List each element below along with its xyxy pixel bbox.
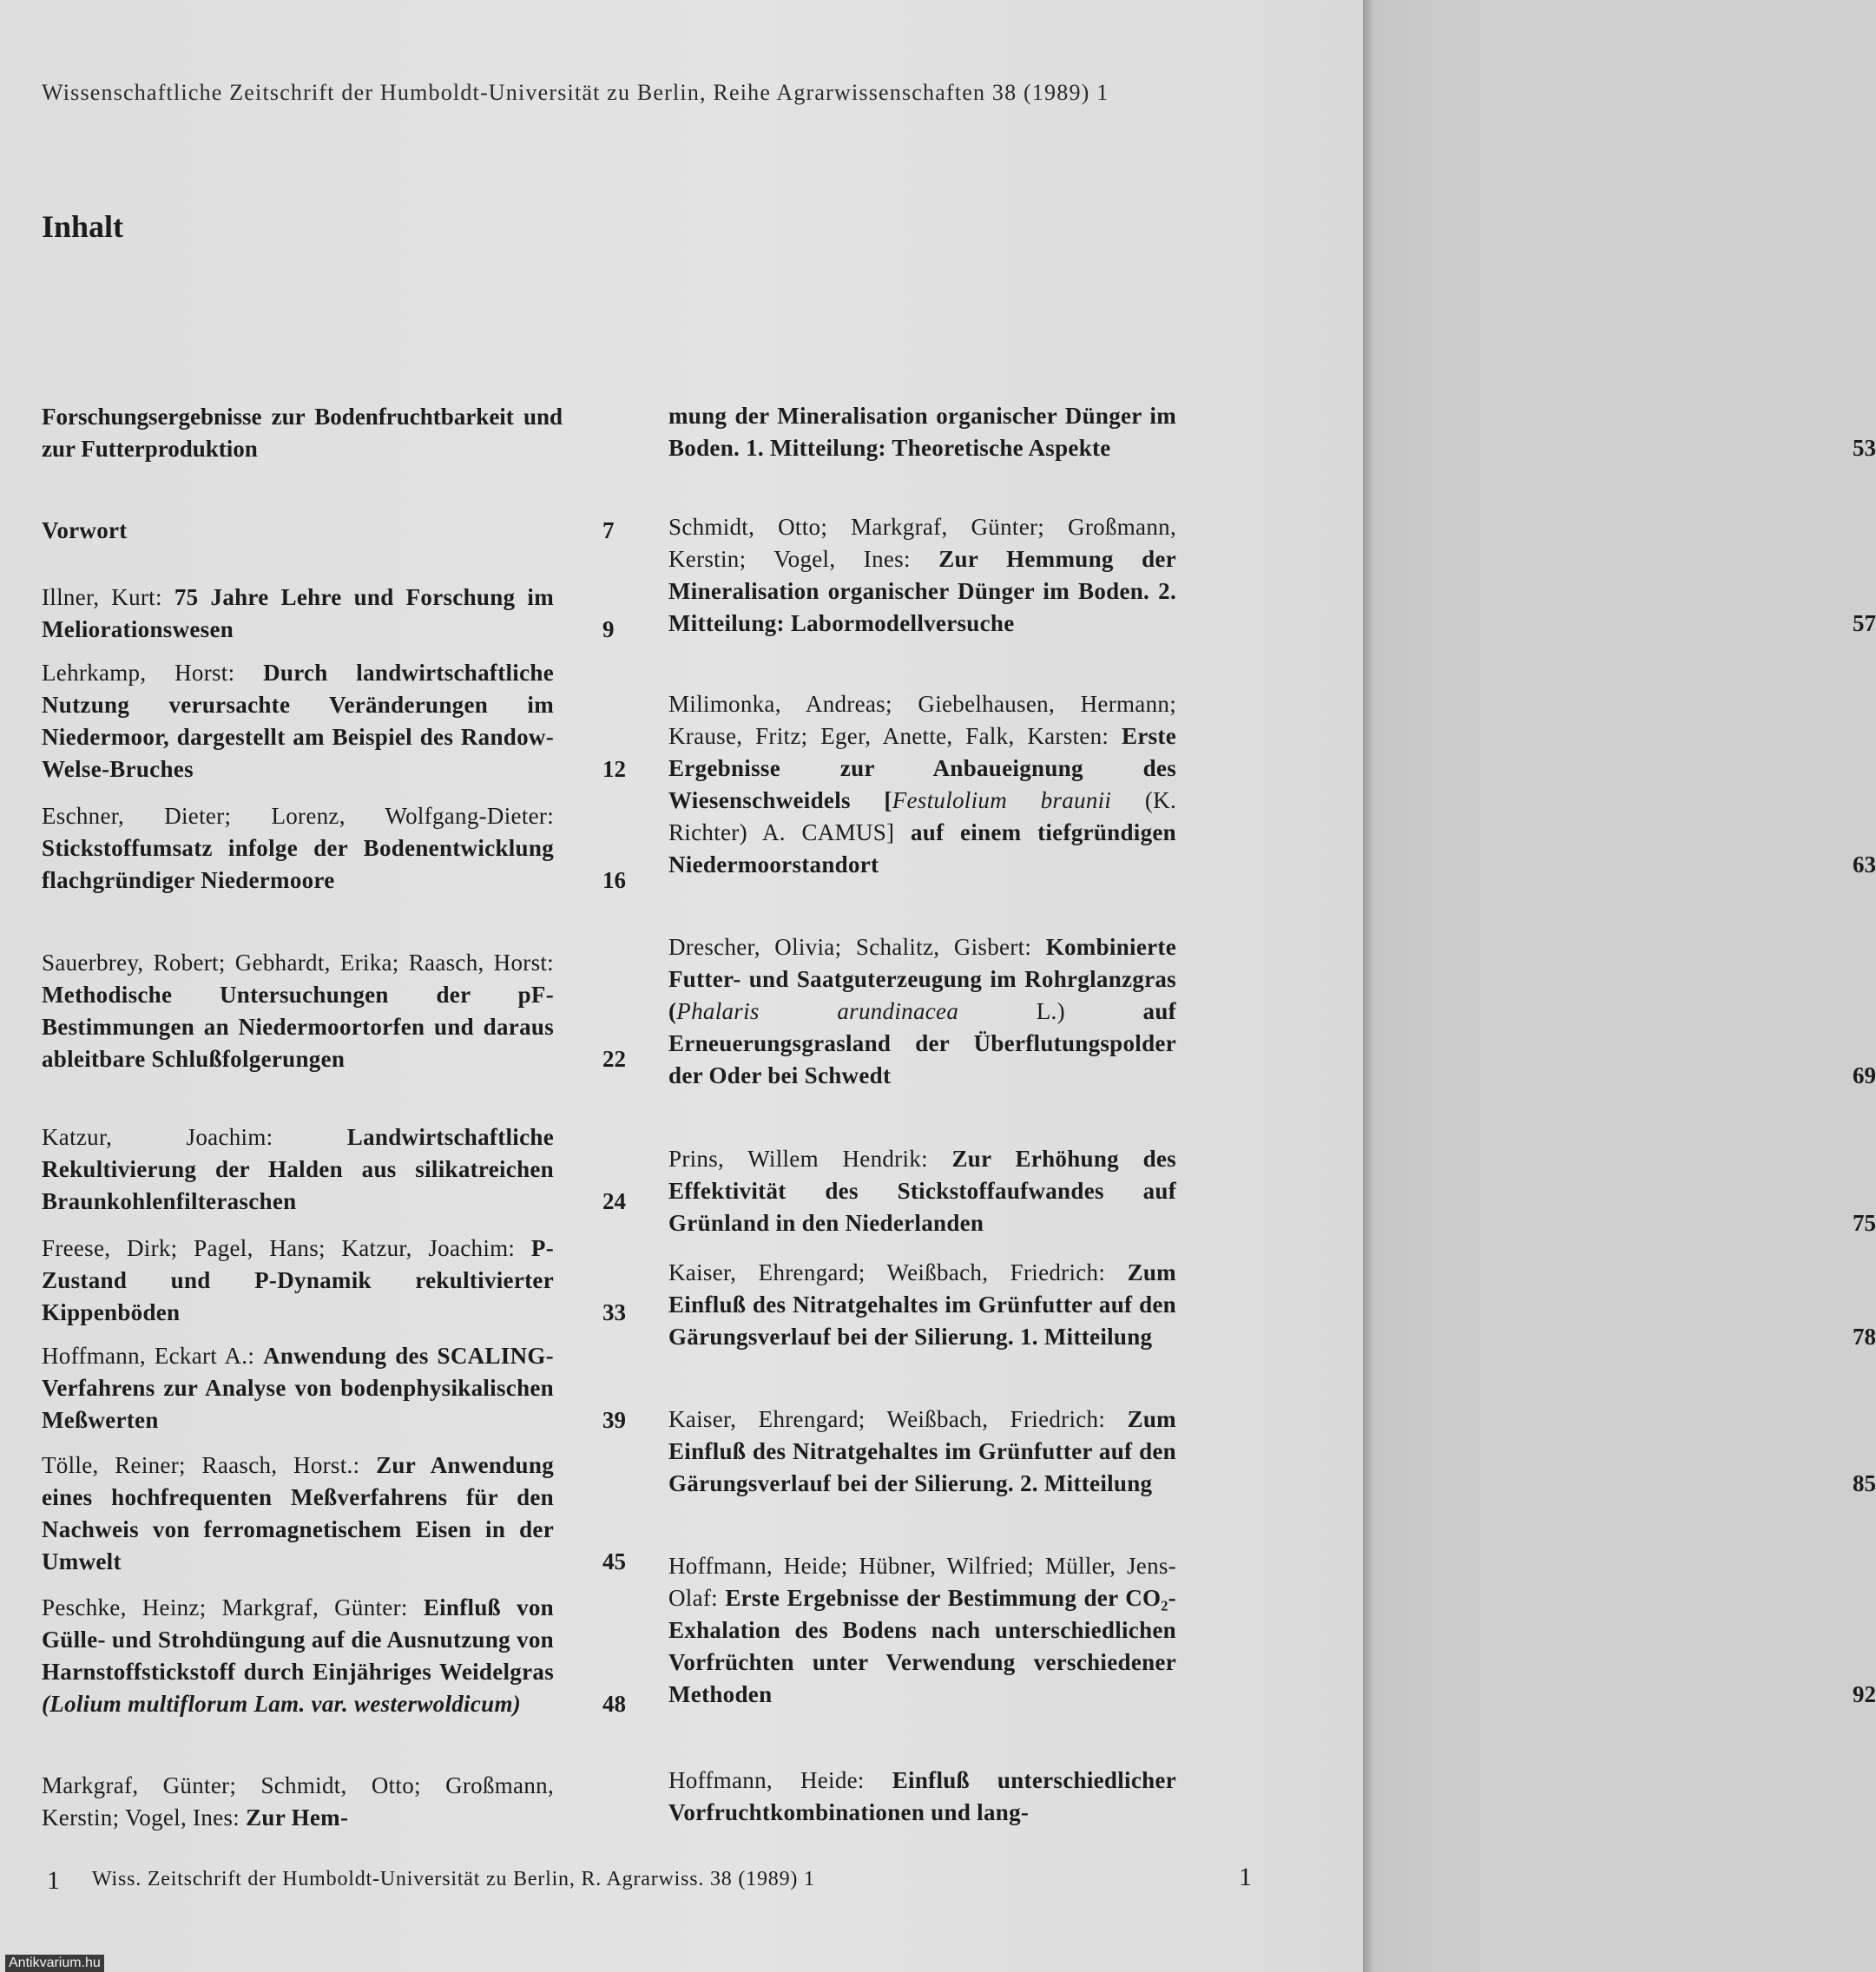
toc-entry[interactable] bbox=[42, 1592, 626, 1720]
entry-page: 78 bbox=[1853, 1324, 1876, 1350]
toc-entry[interactable] bbox=[42, 1232, 626, 1329]
entry-page: 39 bbox=[602, 1407, 626, 1433]
toc-entry[interactable] bbox=[42, 1340, 626, 1436]
entry-page: 16 bbox=[602, 867, 626, 893]
entry-title: 75 Jahre Lehre und Forschung im Meliorationswesen bbox=[42, 584, 554, 642]
entry-authors: Hoffmann, Eckart A.: bbox=[42, 1343, 255, 1369]
entry-title: P-Zustand und P-Dynamik rekultivierter Kippenböden bbox=[42, 1235, 554, 1325]
entry-authors: Prins, Willem Hendrik: bbox=[668, 1146, 928, 1172]
entry-authors: Peschke, Heinz; Markgraf, Günter: bbox=[42, 1594, 408, 1620]
toc-entry[interactable] bbox=[42, 1770, 554, 1834]
entry-authors: Kaiser, Ehrengard; Weißbach, Friedrich: bbox=[668, 1406, 1106, 1432]
entry-title: Erste Ergebnisse zur Anbaueignung des Wiesenschweidels [ bbox=[668, 723, 1176, 813]
toc-entry[interactable] bbox=[668, 1550, 1876, 1711]
toc-entry[interactable] bbox=[42, 1121, 626, 1218]
toc-entry[interactable] bbox=[42, 582, 615, 646]
toc-entry[interactable] bbox=[42, 515, 615, 547]
entry-title-italic: Festulolium braunii bbox=[892, 787, 1112, 813]
footer-page-number-left: 1 bbox=[47, 1866, 60, 1895]
entry-title-end: auf Erneuerungsgrasland der Überflutungspolder der Oder bei Schwedt bbox=[668, 998, 1176, 1088]
entry-page: 48 bbox=[602, 1691, 626, 1717]
entry-authors: Sauerbrey, Robert; Gebhardt, Erika; Raasch, Horst: bbox=[42, 950, 554, 976]
entry-page: 33 bbox=[602, 1299, 626, 1325]
entry-title: mung der Mineralisation organischer Dünger im Boden. 1. Mitteilung: Theoretische Aspekte bbox=[668, 403, 1176, 461]
entry-title: Methodische Untersuchungen der pF-Bestimmungen an Niedermoortorfen und daraus ableitbare Schlußfolgerungen bbox=[42, 982, 554, 1072]
entry-title: Einfluß unterschiedlicher Vorfruchtkombinationen und lang- bbox=[668, 1767, 1176, 1825]
entry-page: 53 bbox=[1853, 435, 1876, 461]
entry-page: 85 bbox=[1853, 1470, 1876, 1496]
entry-title: Zur Anwendung eines hochfrequenten Meßverfahrens für den Nachweis von ferromagnetischem Eisen in der Umwelt bbox=[42, 1452, 554, 1574]
entry-title-italic: (Lolium multiflorum Lam. var. westerwoldicum) bbox=[42, 1691, 522, 1717]
entry-page: 9 bbox=[602, 616, 615, 642]
toc-entry[interactable] bbox=[668, 1143, 1876, 1239]
footer-citation: Wiss. Zeitschrift der Humboldt-Universität zu Berlin, R. Agrarwiss. 38 (1989) 1 bbox=[92, 1868, 815, 1890]
entry-authors: Schmidt, Otto; Markgraf, Günter; Großmann, Kerstin; Vogel, Ines: bbox=[668, 514, 1176, 572]
journal-header: Wissenschaftliche Zeitschrift der Humboldt-Universität zu Berlin, Reihe Agrarwissenschaften 38 (1989) 1 bbox=[42, 80, 1109, 105]
entry-authors: Markgraf, Günter; Schmidt, Otto; Großmann, Kerstin; Vogel, Ines: bbox=[42, 1772, 554, 1831]
entry-title: Kombinierte Futter- und Saatguterzeugung im Rohrglanzgras ( bbox=[668, 934, 1176, 1024]
entry-page: 24 bbox=[602, 1188, 626, 1214]
toc-entry[interactable] bbox=[42, 657, 626, 786]
section-title: Forschungsergebnisse zur Bodenfruchtbarkeit und zur Futterproduktion bbox=[42, 404, 563, 462]
page-edge-shadow bbox=[1363, 0, 1479, 1972]
toc-entry[interactable] bbox=[668, 400, 1876, 464]
entry-title: Zum Einfluß des Nitratgehaltes im Grünfutter auf den Gärungsverlauf bei der Silierung. 1. Mitteilung bbox=[668, 1259, 1176, 1350]
entry-page: 63 bbox=[1853, 851, 1876, 878]
entry-page: 7 bbox=[602, 517, 615, 543]
entry-title: Zum Einfluß des Nitratgehaltes im Grünfutter auf den Gärungsverlauf bei der Silierung. 2. Mitteilung bbox=[668, 1406, 1176, 1496]
entry-title-tail: (K. Richter) A. CAMUS] bbox=[668, 787, 1176, 845]
entry-title: Anwendung des SCALING-Verfahrens zur Analyse von bodenphysikalischen Meßwerten bbox=[42, 1343, 554, 1433]
toc-entry[interactable] bbox=[42, 947, 626, 1075]
footer-page-number-right: 1 bbox=[1239, 1863, 1252, 1891]
watermark: Antikvarium.hu bbox=[5, 1955, 104, 1972]
entry-page: 45 bbox=[602, 1548, 626, 1574]
entry-title: Durch landwirtschaftliche Nutzung verursachte Veränderungen im Niedermoor, dargestellt am Beispiel des Randow-Welse-Bruches bbox=[42, 660, 554, 782]
entry-page: 69 bbox=[1853, 1062, 1876, 1088]
entry-authors: Tölle, Reiner; Raasch, Horst.: bbox=[42, 1452, 360, 1478]
page-title: Inhalt bbox=[42, 209, 124, 244]
toc-entry[interactable] bbox=[668, 1257, 1876, 1353]
toc-entry[interactable] bbox=[42, 800, 626, 897]
entry-title-tail: L.) bbox=[1036, 998, 1065, 1024]
entry-page: 57 bbox=[1853, 610, 1876, 636]
toc-entry[interactable] bbox=[668, 688, 1876, 881]
entry-title-italic: Phalaris arundinacea bbox=[676, 998, 959, 1024]
entry-title: Stickstoffumsatz infolge der Bodenentwicklung flachgründiger Niedermoore bbox=[42, 835, 554, 893]
entry-authors: Freese, Dirk; Pagel, Hans; Katzur, Joachim: bbox=[42, 1235, 516, 1261]
entry-authors: Illner, Kurt: bbox=[42, 584, 162, 610]
entry-authors: Hoffmann, Heide: bbox=[668, 1767, 865, 1793]
entry-authors: Eschner, Dieter; Lorenz, Wolfgang-Dieter: bbox=[42, 803, 554, 829]
entry-title: Vorwort bbox=[42, 517, 128, 543]
entry-title: Landwirtschaftliche Rekultivierung der Halden aus silikatreichen Braunkohlenfilteraschen bbox=[42, 1124, 554, 1214]
entry-title: Zur Hem- bbox=[246, 1804, 349, 1831]
toc-entry[interactable] bbox=[42, 1449, 626, 1578]
toc-entry[interactable] bbox=[668, 511, 1876, 640]
entry-page: 92 bbox=[1853, 1681, 1876, 1707]
entry-page: 75 bbox=[1853, 1210, 1876, 1236]
entry-title: Einfluß von Gülle- und Strohdüngung auf die Ausnutzung von Harnstoffstickstoff durch Einjähriges Weidelgras bbox=[42, 1594, 554, 1685]
toc-entry[interactable] bbox=[668, 931, 1876, 1092]
entry-authors: Katzur, Joachim: bbox=[42, 1124, 273, 1150]
entry-title-end: auf einem tiefgründigen Niedermoorstandort bbox=[668, 819, 1176, 878]
toc-entry[interactable] bbox=[668, 1403, 1876, 1500]
entry-authors: Lehrkamp, Horst: bbox=[42, 660, 235, 686]
entry-authors: Kaiser, Ehrengard; Weißbach, Friedrich: bbox=[668, 1259, 1106, 1285]
entry-authors: Drescher, Olivia; Schalitz, Gisbert: bbox=[668, 934, 1032, 960]
entry-page: 22 bbox=[602, 1046, 626, 1072]
entry-title: Zur Erhöhung des Effektivität des Stickstoffaufwandes auf Grünland in den Niederlanden bbox=[668, 1146, 1176, 1236]
entry-page: 12 bbox=[602, 756, 626, 782]
entry-authors: Hoffmann, Heide; Hübner, Wilfried; Müller, Jens-Olaf: bbox=[668, 1553, 1176, 1611]
entry-title: Erste Ergebnisse der Bestimmung der CO₂-Exhalation des Bodens nach unterschiedlichen Vorfrüchten unter Verwendung verschiedener Methoden bbox=[668, 1585, 1176, 1707]
entry-authors: Milimonka, Andreas; Giebelhausen, Hermann; Krause, Fritz; Eger, Anette, Falk, Karsten: bbox=[668, 691, 1176, 749]
entry-title: Zur Hemmung der Mineralisation organischer Dünger im Boden. 2. Mitteilung: Labormodellversuche bbox=[668, 546, 1176, 636]
toc-entry[interactable] bbox=[668, 1765, 1176, 1829]
